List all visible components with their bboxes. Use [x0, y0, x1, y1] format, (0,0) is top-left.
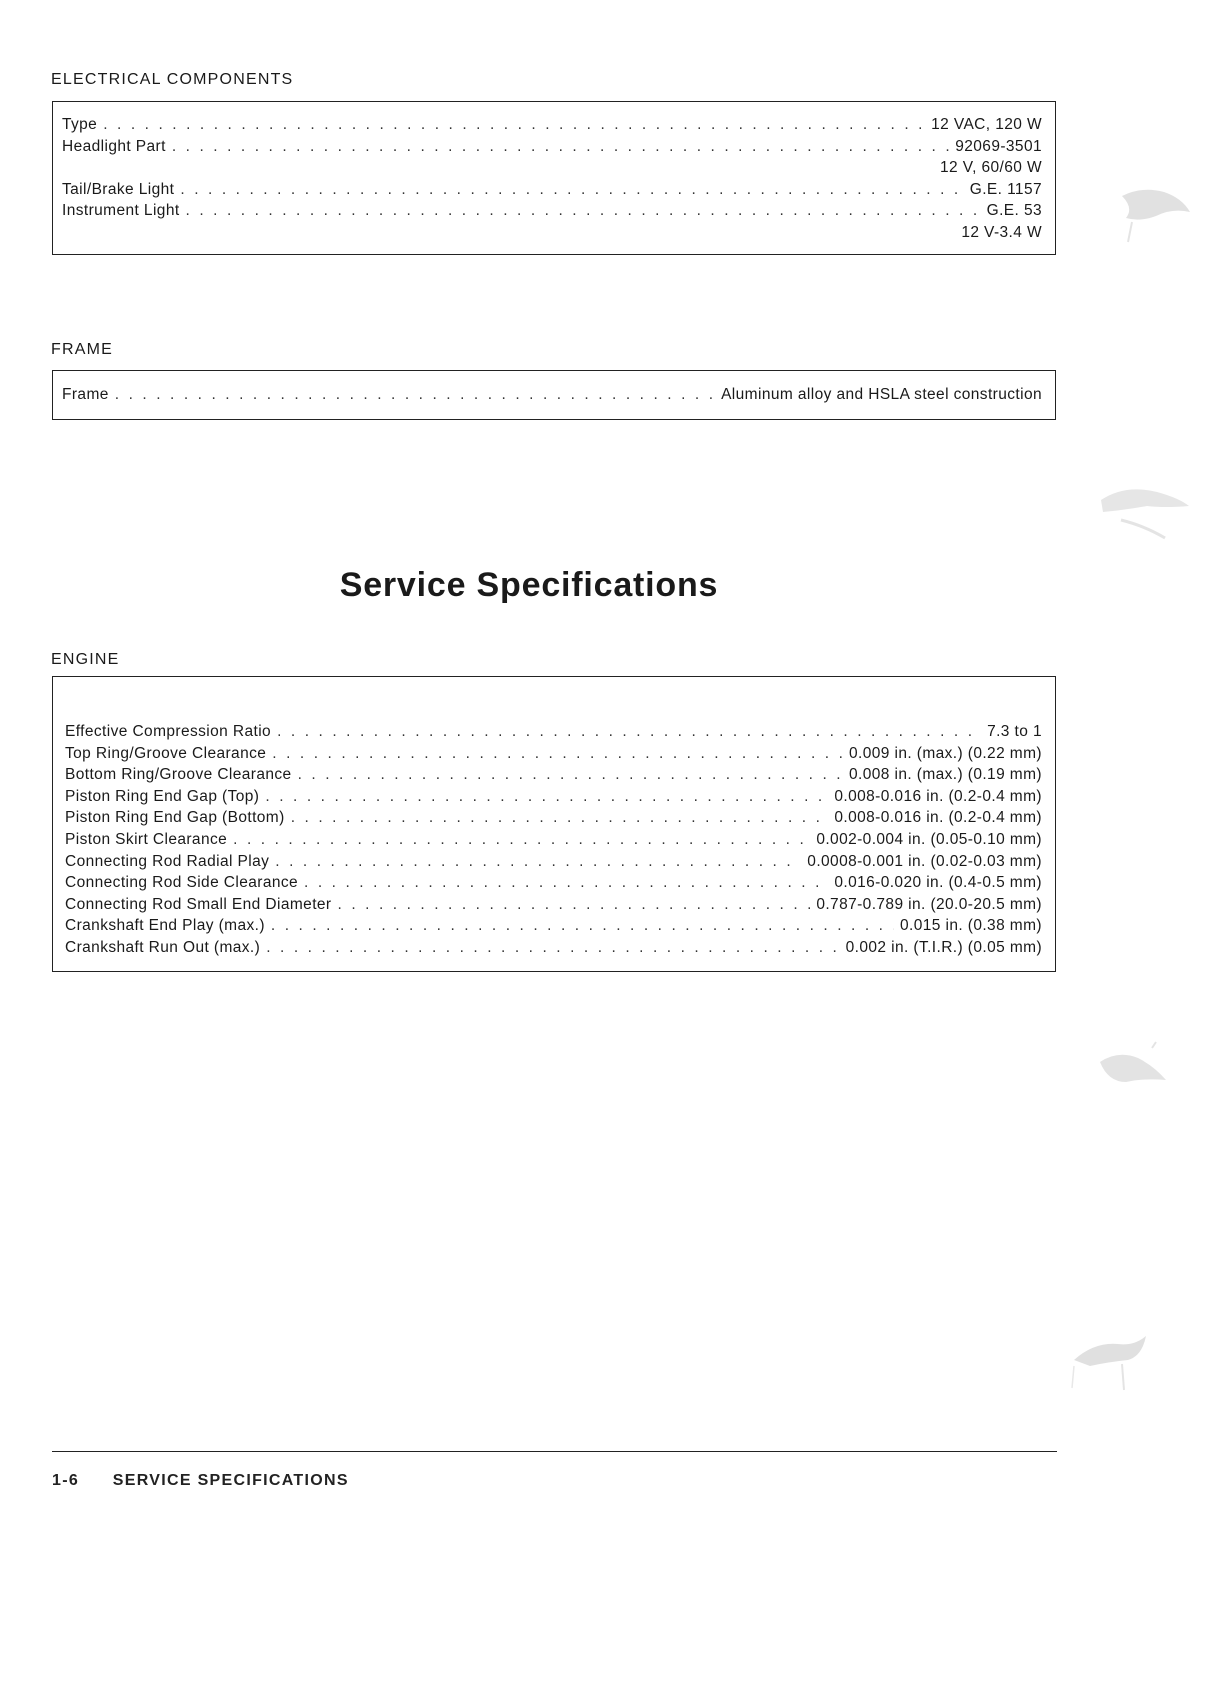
spec-row	[65, 851, 1042, 873]
spec-value: Aluminum alloy and HSLA steel construction	[721, 386, 1042, 403]
spec-row	[65, 937, 1042, 959]
dot-leader	[304, 872, 828, 894]
spec-label: Effective Compression Ratio	[65, 723, 272, 740]
spec-label: Connecting Rod Side Clearance	[65, 874, 299, 892]
spec-row	[65, 743, 1042, 765]
dot-leader	[265, 786, 828, 808]
spec-label: Tail/Brake Light	[62, 180, 175, 198]
dot-leader	[103, 114, 925, 136]
spec-value: G.E. 53	[986, 202, 1042, 220]
spec-row	[65, 915, 1042, 937]
spec-value: 0.0008-0.001 in. (0.02-0.03 mm)	[807, 852, 1042, 870]
spec-row	[62, 179, 1042, 201]
electrical-spec-box	[52, 101, 1056, 255]
frame-spec-list	[62, 384, 1042, 406]
spec-value-continuation: 12 V, 60/60 W	[940, 159, 1042, 177]
spec-row	[62, 114, 1042, 136]
spec-row	[62, 384, 1042, 406]
dot-leader	[266, 937, 839, 959]
scan-smudge-mark	[1095, 480, 1195, 550]
spec-row	[65, 764, 1042, 786]
page-title: Service Specifications	[339, 566, 719, 604]
scan-smudge-mark	[1112, 178, 1202, 248]
spec-label: Headlight Part	[62, 137, 166, 155]
page-footer	[52, 1472, 349, 1490]
electrical-spec-list	[62, 114, 1042, 244]
engine-spec-box	[52, 676, 1056, 972]
dot-leader	[298, 764, 843, 786]
dot-leader	[180, 179, 963, 201]
spec-row	[65, 872, 1042, 894]
footer-divider	[52, 1451, 1057, 1452]
spec-value: 0.787-0.789 in. (20.0-20.5 mm)	[816, 895, 1042, 913]
dot-leader	[291, 807, 829, 829]
spec-label: Piston Ring End Gap (Top)	[65, 787, 260, 805]
spec-label: Crankshaft End Play (max.)	[65, 917, 265, 935]
spec-label: Crankshaft Run Out (max.)	[65, 938, 261, 956]
dot-leader	[186, 200, 981, 222]
spec-row	[62, 136, 1042, 158]
spec-row	[65, 807, 1042, 829]
spec-value: 0.009 in. (max.) (0.22 mm)	[848, 744, 1042, 762]
spec-value: 0.016-0.020 in. (0.4-0.5 mm)	[834, 874, 1042, 892]
spec-row	[65, 894, 1042, 916]
spec-value: 0.008-0.016 in. (0.2-0.4 mm)	[834, 787, 1042, 805]
spec-label: Connecting Rod Radial Play	[65, 852, 270, 870]
spec-label: Bottom Ring/Groove Clearance	[65, 766, 292, 784]
spec-value: 0.002 in. (T.I.R.) (0.05 mm)	[845, 938, 1042, 956]
spec-label: Top Ring/Groove Clearance	[65, 744, 267, 762]
spec-value: 0.002-0.004 in. (0.05-0.10 mm)	[816, 830, 1042, 848]
spec-row	[65, 786, 1042, 808]
spec-value: 0.008 in. (max.) (0.19 mm)	[848, 766, 1042, 784]
spec-value: 0.015 in. (0.38 mm)	[900, 917, 1042, 935]
spec-value: 92069-3501	[955, 137, 1042, 155]
spec-value: 12 VAC, 120 W	[931, 116, 1042, 133]
spec-label: Frame	[62, 386, 109, 403]
frame-spec-box	[52, 370, 1056, 420]
electrical-heading: ELECTRICAL COMPONENTS	[51, 71, 294, 88]
spec-value-continuation: 12 V-3.4 W	[961, 223, 1042, 241]
frame-heading: FRAME	[51, 341, 113, 358]
engine-spec-list	[65, 721, 1042, 959]
scan-smudge-mark	[1068, 1632, 1158, 1702]
spec-label: Instrument Light	[62, 202, 180, 220]
page-number: 1-6	[52, 1472, 80, 1489]
footer-section-title: SERVICE SPECIFICATIONS	[112, 1472, 349, 1489]
spec-value: 0.008-0.016 in. (0.2-0.4 mm)	[834, 809, 1042, 827]
dot-leader	[272, 743, 843, 765]
dot-leader	[233, 829, 810, 851]
spec-row	[65, 721, 1042, 743]
dot-leader	[338, 894, 811, 916]
dot-leader	[172, 136, 949, 158]
scan-smudge-mark	[1092, 1040, 1182, 1100]
spec-label: Connecting Rod Small End Diameter	[65, 895, 332, 913]
dot-leader	[271, 915, 894, 937]
engine-heading: ENGINE	[51, 651, 120, 668]
spec-row	[65, 829, 1042, 851]
spec-value: 7.3 to 1	[987, 723, 1042, 740]
scan-smudge-mark	[1068, 1330, 1158, 1400]
spec-row	[62, 200, 1042, 222]
spec-value: G.E. 1157	[969, 180, 1042, 198]
dot-leader	[275, 851, 801, 873]
spec-label: Piston Ring End Gap (Bottom)	[65, 809, 285, 827]
dot-leader	[277, 721, 981, 743]
spec-label: Type	[62, 116, 98, 133]
dot-leader	[115, 384, 715, 406]
spec-label: Piston Skirt Clearance	[65, 830, 228, 848]
